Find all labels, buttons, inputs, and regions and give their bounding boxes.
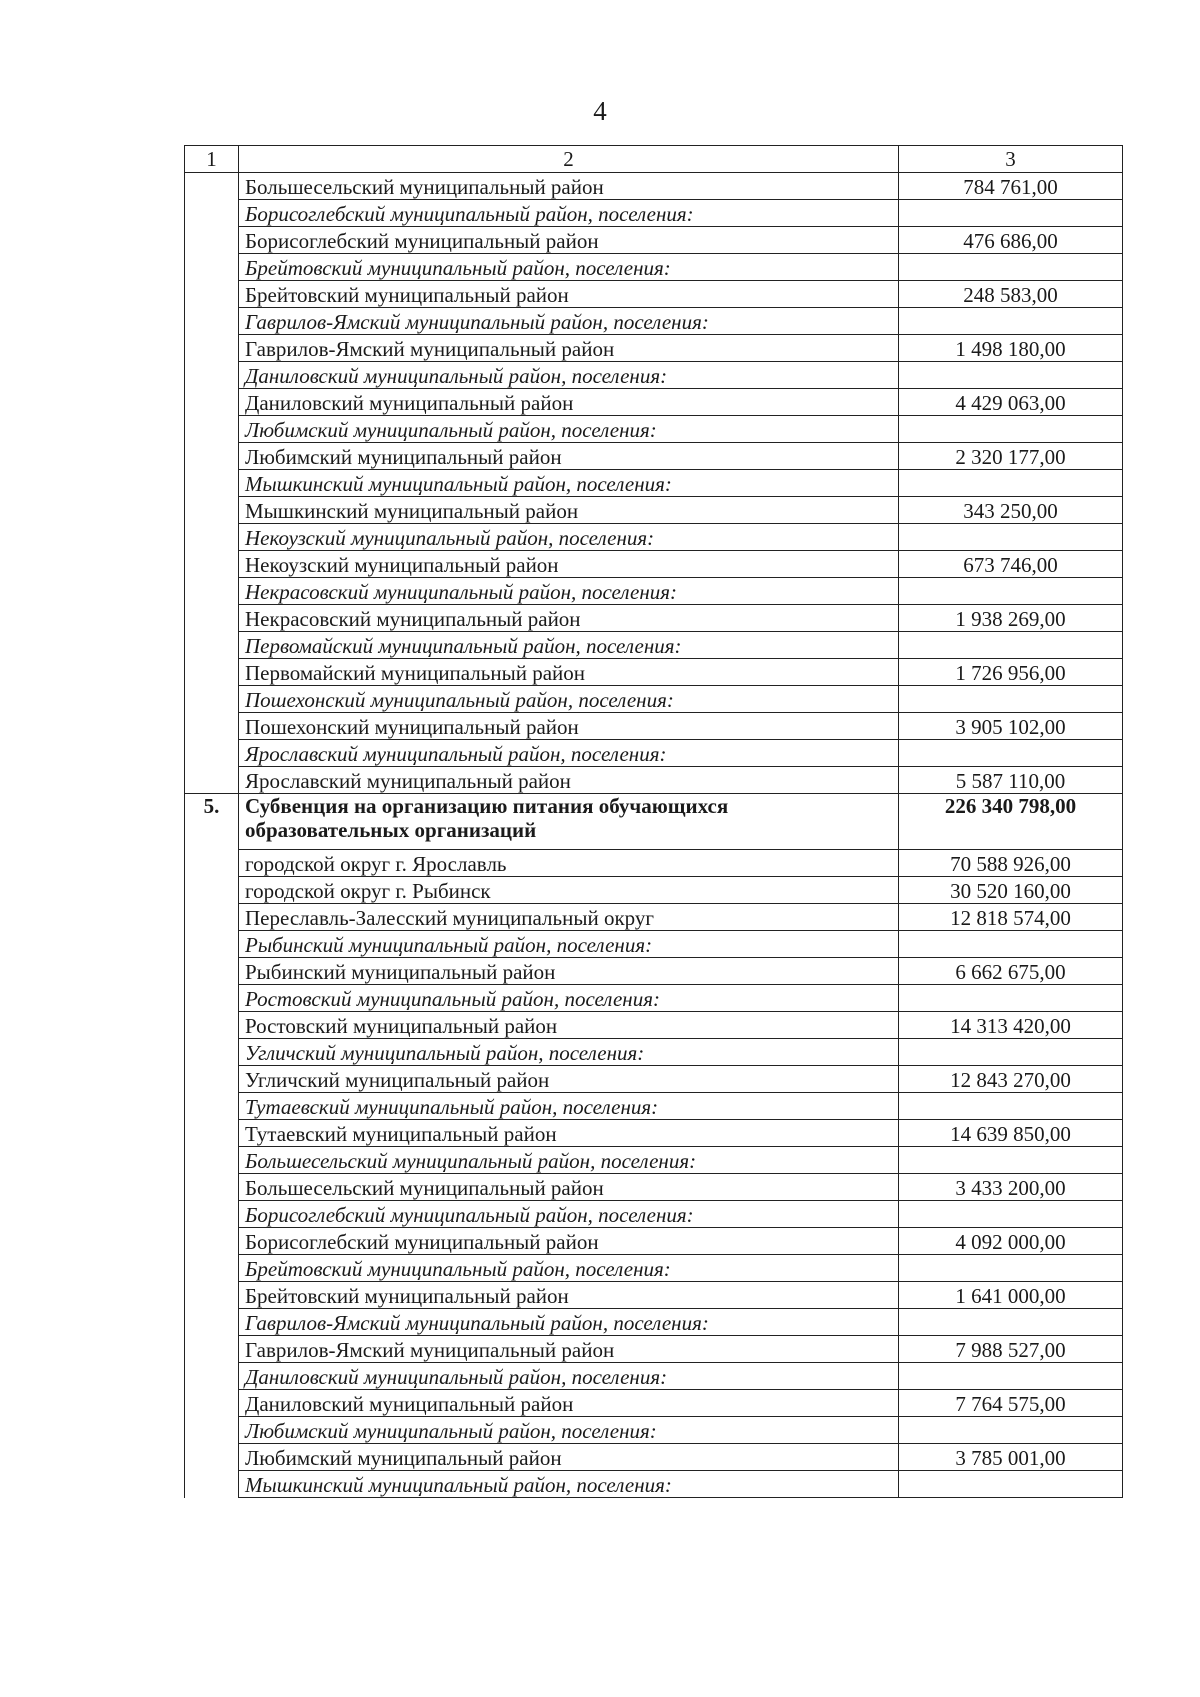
row-number-cell: [185, 1174, 239, 1201]
row-number-cell: [185, 740, 239, 767]
table-row: [185, 1228, 1123, 1255]
group-row: [185, 686, 1123, 713]
row-name-cell: Рыбинский муниципальный район: [239, 958, 899, 985]
row-number-cell: [185, 1336, 239, 1363]
row-number-cell: [185, 389, 239, 416]
row-amount-cell: [899, 1363, 1123, 1390]
table-row: [185, 713, 1123, 740]
row-name-cell: Ростовский муниципальный район, поселения:: [239, 985, 899, 1012]
row-name-cell: Борисоглебский муниципальный район, поселения:: [239, 200, 899, 227]
row-number-cell: [185, 335, 239, 362]
row-number-cell: 5.: [185, 794, 239, 850]
row-amount-cell: 70 588 926,00: [899, 850, 1123, 877]
table-row: [185, 1066, 1123, 1093]
row-amount-cell: [899, 1471, 1123, 1498]
row-name-cell: Борисоглебский муниципальный район: [239, 1228, 899, 1255]
group-row: [185, 1093, 1123, 1120]
table-row: [185, 958, 1123, 985]
table-row: [185, 850, 1123, 877]
row-amount-cell: 3 433 200,00: [899, 1174, 1123, 1201]
table-row: [185, 877, 1123, 904]
table-row: [185, 173, 1123, 200]
row-amount-cell: 673 746,00: [899, 551, 1123, 578]
row-number-cell: [185, 524, 239, 551]
table-row: [185, 281, 1123, 308]
row-amount-cell: [899, 362, 1123, 389]
table-row: [185, 1336, 1123, 1363]
table-row: [185, 1120, 1123, 1147]
budget-table: [184, 145, 1123, 1498]
row-name-cell: Некрасовский муниципальный район, поселения:: [239, 578, 899, 605]
row-name-cell: Некоузский муниципальный район: [239, 551, 899, 578]
row-amount-cell: [899, 1201, 1123, 1228]
row-amount-cell: [899, 1039, 1123, 1066]
row-name-cell: Тутаевский муниципальный район, поселения:: [239, 1093, 899, 1120]
group-row: [185, 200, 1123, 227]
group-row: [185, 985, 1123, 1012]
group-row: [185, 1147, 1123, 1174]
row-amount-cell: [899, 416, 1123, 443]
table-row: [185, 443, 1123, 470]
row-amount-cell: 14 313 420,00: [899, 1012, 1123, 1039]
row-number-cell: [185, 904, 239, 931]
row-name-cell: Рыбинский муниципальный район, поселения:: [239, 931, 899, 958]
row-amount-cell: [899, 1147, 1123, 1174]
row-name-cell: Гаврилов-Ямский муниципальный район: [239, 1336, 899, 1363]
row-number-cell: [185, 713, 239, 740]
row-amount-cell: 1 726 956,00: [899, 659, 1123, 686]
row-number-cell: [185, 1012, 239, 1039]
table-row: [185, 904, 1123, 931]
row-number-cell: [185, 1147, 239, 1174]
row-amount-cell: 343 250,00: [899, 497, 1123, 524]
row-number-cell: [185, 227, 239, 254]
row-name-cell: Мышкинский муниципальный район, поселения:: [239, 1471, 899, 1498]
row-name-cell: Любимский муниципальный район, поселения:: [239, 1417, 899, 1444]
row-name-cell: Первомайский муниципальный район, поселения:: [239, 632, 899, 659]
group-row: [185, 308, 1123, 335]
group-row: [185, 470, 1123, 497]
row-number-cell: [185, 173, 239, 200]
row-amount-cell: 14 639 850,00: [899, 1120, 1123, 1147]
group-row: [185, 1255, 1123, 1282]
row-name-cell: Ростовский муниципальный район: [239, 1012, 899, 1039]
row-amount-cell: [899, 254, 1123, 281]
row-name-cell: Даниловский муниципальный район, поселения:: [239, 1363, 899, 1390]
row-amount-cell: [899, 524, 1123, 551]
row-name-cell: Переславль-Залесский муниципальный округ: [239, 904, 899, 931]
table-row: [185, 389, 1123, 416]
row-name-cell: Даниловский муниципальный район: [239, 1390, 899, 1417]
row-amount-cell: [899, 1255, 1123, 1282]
row-name-cell: Ярославский муниципальный район, поселения:: [239, 740, 899, 767]
row-amount-cell: 1 641 000,00: [899, 1282, 1123, 1309]
table-body: [185, 173, 1123, 1498]
group-row: [185, 1363, 1123, 1390]
row-name-cell: Пошехонский муниципальный район: [239, 713, 899, 740]
row-amount-cell: [899, 931, 1123, 958]
row-number-cell: [185, 1039, 239, 1066]
row-number-cell: [185, 1093, 239, 1120]
row-amount-cell: 7 988 527,00: [899, 1336, 1123, 1363]
row-number-cell: [185, 985, 239, 1012]
row-amount-cell: 3 905 102,00: [899, 713, 1123, 740]
row-amount-cell: 7 764 575,00: [899, 1390, 1123, 1417]
row-amount-cell: 12 818 574,00: [899, 904, 1123, 931]
group-row: [185, 524, 1123, 551]
row-number-cell: [185, 1390, 239, 1417]
row-name-cell: Первомайский муниципальный район: [239, 659, 899, 686]
group-row: [185, 1201, 1123, 1228]
row-name-cell: Гаврилов-Ямский муниципальный район, поселения:: [239, 308, 899, 335]
row-name-cell: Брейтовский муниципальный район, поселения:: [239, 1255, 899, 1282]
table-row: [185, 659, 1123, 686]
row-number-cell: [185, 659, 239, 686]
row-name-cell: Некоузский муниципальный район, поселения:: [239, 524, 899, 551]
row-name-cell: Угличский муниципальный район, поселения:: [239, 1039, 899, 1066]
table-row: [185, 767, 1123, 794]
row-name-cell: городской округ г. Ярославль: [239, 850, 899, 877]
group-row: [185, 1417, 1123, 1444]
row-number-cell: [185, 497, 239, 524]
row-name-cell: Ярославский муниципальный район: [239, 767, 899, 794]
row-number-cell: [185, 958, 239, 985]
column-header-1: 1: [185, 146, 239, 173]
row-name-cell: Большесельский муниципальный район, поселения:: [239, 1147, 899, 1174]
row-amount-cell: 1 938 269,00: [899, 605, 1123, 632]
row-amount-cell: 12 843 270,00: [899, 1066, 1123, 1093]
row-amount-cell: 476 686,00: [899, 227, 1123, 254]
row-name-cell: Гаврилов-Ямский муниципальный район: [239, 335, 899, 362]
table-row: [185, 605, 1123, 632]
row-amount-cell: 6 662 675,00: [899, 958, 1123, 985]
row-name-cell: Тутаевский муниципальный район: [239, 1120, 899, 1147]
row-name-cell: Субвенция на организацию питания обучающихся образовательных организаций: [239, 794, 899, 850]
page-number: 4: [593, 96, 607, 126]
row-number-cell: [185, 308, 239, 335]
table-row: [185, 1444, 1123, 1471]
row-amount-cell: 784 761,00: [899, 173, 1123, 200]
row-number-cell: [185, 605, 239, 632]
row-amount-cell: [899, 740, 1123, 767]
row-amount-cell: [899, 632, 1123, 659]
row-number-cell: [185, 416, 239, 443]
section-row: [185, 794, 1123, 850]
row-amount-cell: 2 320 177,00: [899, 443, 1123, 470]
row-amount-cell: [899, 686, 1123, 713]
table-row: [185, 1390, 1123, 1417]
row-number-cell: [185, 1309, 239, 1336]
row-number-cell: [185, 767, 239, 794]
row-name-cell: Мышкинский муниципальный район, поселения:: [239, 470, 899, 497]
row-number-cell: [185, 1417, 239, 1444]
group-row: [185, 632, 1123, 659]
row-amount-cell: 4 092 000,00: [899, 1228, 1123, 1255]
row-name-cell: Любимский муниципальный район: [239, 1444, 899, 1471]
row-number-cell: [185, 850, 239, 877]
row-number-cell: [185, 1363, 239, 1390]
row-number-cell: [185, 931, 239, 958]
row-amount-cell: 226 340 798,00: [899, 794, 1123, 850]
row-number-cell: [185, 1282, 239, 1309]
row-amount-cell: [899, 470, 1123, 497]
group-row: [185, 254, 1123, 281]
column-header-2: 2: [239, 146, 899, 173]
table-row: [185, 551, 1123, 578]
row-name-cell: Даниловский муниципальный район: [239, 389, 899, 416]
table-row: [185, 497, 1123, 524]
row-name-cell: Борисоглебский муниципальный район: [239, 227, 899, 254]
group-row: [185, 740, 1123, 767]
row-amount-cell: [899, 1309, 1123, 1336]
row-name-cell: Некрасовский муниципальный район: [239, 605, 899, 632]
row-number-cell: [185, 1255, 239, 1282]
row-number-cell: [185, 254, 239, 281]
row-amount-cell: [899, 1093, 1123, 1120]
row-amount-cell: 3 785 001,00: [899, 1444, 1123, 1471]
group-row: [185, 416, 1123, 443]
table-row: [185, 1282, 1123, 1309]
group-row: [185, 1309, 1123, 1336]
column-header-3: 3: [899, 146, 1123, 173]
row-amount-cell: [899, 1417, 1123, 1444]
table-row: [185, 1174, 1123, 1201]
group-row: [185, 362, 1123, 389]
group-row: [185, 1039, 1123, 1066]
group-row: [185, 931, 1123, 958]
row-number-cell: [185, 1120, 239, 1147]
row-amount-cell: [899, 985, 1123, 1012]
row-number-cell: [185, 200, 239, 227]
group-row: [185, 578, 1123, 605]
row-number-cell: [185, 1201, 239, 1228]
row-name-cell: Брейтовский муниципальный район, поселения:: [239, 254, 899, 281]
table-row: [185, 1012, 1123, 1039]
row-name-cell: Большесельский муниципальный район: [239, 1174, 899, 1201]
row-number-cell: [185, 1228, 239, 1255]
row-number-cell: [185, 470, 239, 497]
table-header-row: [185, 146, 1123, 173]
row-number-cell: [185, 578, 239, 605]
row-number-cell: [185, 551, 239, 578]
row-amount-cell: 5 587 110,00: [899, 767, 1123, 794]
row-name-cell: Мышкинский муниципальный район: [239, 497, 899, 524]
group-row: [185, 1471, 1123, 1498]
row-name-cell: Борисоглебский муниципальный район, поселения:: [239, 1201, 899, 1228]
row-name-cell: городской округ г. Рыбинск: [239, 877, 899, 904]
row-number-cell: [185, 281, 239, 308]
row-amount-cell: 30 520 160,00: [899, 877, 1123, 904]
row-name-cell: Брейтовский муниципальный район: [239, 1282, 899, 1309]
row-amount-cell: 1 498 180,00: [899, 335, 1123, 362]
row-name-cell: Любимский муниципальный район: [239, 443, 899, 470]
row-number-cell: [185, 1444, 239, 1471]
row-number-cell: [185, 877, 239, 904]
row-number-cell: [185, 686, 239, 713]
table-row: [185, 227, 1123, 254]
row-number-cell: [185, 362, 239, 389]
row-amount-cell: 248 583,00: [899, 281, 1123, 308]
row-name-cell: Угличский муниципальный район: [239, 1066, 899, 1093]
row-name-cell: Гаврилов-Ямский муниципальный район, поселения:: [239, 1309, 899, 1336]
row-number-cell: [185, 443, 239, 470]
table-row: [185, 335, 1123, 362]
row-name-cell: Брейтовский муниципальный район: [239, 281, 899, 308]
row-number-cell: [185, 1471, 239, 1498]
row-amount-cell: 4 429 063,00: [899, 389, 1123, 416]
row-amount-cell: [899, 308, 1123, 335]
row-name-cell: Любимский муниципальный район, поселения:: [239, 416, 899, 443]
row-amount-cell: [899, 200, 1123, 227]
row-amount-cell: [899, 578, 1123, 605]
row-name-cell: Даниловский муниципальный район, поселения:: [239, 362, 899, 389]
row-number-cell: [185, 632, 239, 659]
row-number-cell: [185, 1066, 239, 1093]
row-name-cell: Пошехонский муниципальный район, поселения:: [239, 686, 899, 713]
row-name-cell: Большесельский муниципальный район: [239, 173, 899, 200]
